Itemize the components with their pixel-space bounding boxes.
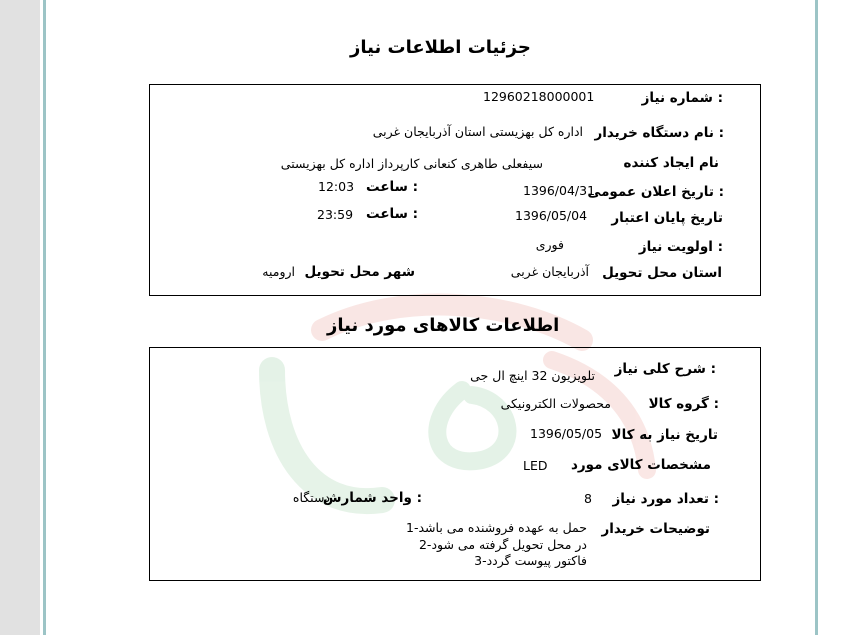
quantity-value: 8 <box>584 491 592 506</box>
priority-value: فوری <box>535 237 564 252</box>
priority-label: اولویت نیاز : <box>638 239 723 255</box>
announce-time-value: 12:03 <box>318 179 355 194</box>
need-date-value: 1396/05/05 <box>530 426 603 441</box>
page-edge-left <box>43 0 46 635</box>
spec-value: LED <box>523 458 548 473</box>
creator-label: نام ایجاد کننده <box>623 155 719 171</box>
city-value: ارومیه <box>262 264 295 279</box>
buyer-note-1: 1-حمل به عهده فروشنده می باشد <box>406 520 587 535</box>
end-date-value: 1396/05/04 <box>515 208 588 223</box>
buyer-notes-label: توضیحات خریدار <box>601 521 710 537</box>
announce-date-label: تاریخ اعلان عمومی : <box>587 184 724 200</box>
buyer-org-value: اداره کل بهزیستی استان آذربایجان غربی <box>372 124 583 139</box>
page-title: جزئیات اطلاعات نیاز <box>350 37 531 58</box>
announce-time-label: ساعت : <box>366 179 418 195</box>
buyer-org-label: نام دستگاه خریدار : <box>594 125 724 141</box>
end-time-label: ساعت : <box>366 206 418 222</box>
buyer-note-2: 2-در محل تحویل گرفته می شود <box>418 537 587 552</box>
province-label: استان محل تحویل <box>602 265 722 281</box>
goods-group-label: گروه کالا : <box>648 396 719 412</box>
creator-value: سیفعلی طاهری کنعانی کارپرداز اداره کل بهزیستی <box>280 156 543 171</box>
city-label: شهر محل تحویل <box>304 264 415 280</box>
end-date-label: تاریخ پایان اعتبار <box>611 210 723 226</box>
left-gutter <box>0 0 40 635</box>
announce-date-value: 1396/04/31 <box>523 183 596 198</box>
goods-section-title: اطلاعات کالاهای مورد نیاز <box>327 315 560 336</box>
goods-desc-label: شرح کلی نیاز : <box>614 361 716 377</box>
unit-value: دستگاه <box>292 490 330 505</box>
province-value: آذربایجان غربی <box>510 264 589 279</box>
goods-desc-value: تلویزیون 32 اینچ ال جی <box>470 368 595 383</box>
unit-label: واحد شمارش : <box>322 490 422 506</box>
buyer-note-3: 3-فاکتور پیوست گردد <box>474 553 587 568</box>
right-gutter <box>818 0 846 635</box>
goods-group-value: محصولات الکترونیکی <box>500 396 611 411</box>
end-time-value: 23:59 <box>317 207 354 222</box>
need-number-label: شماره نیاز : <box>641 90 723 106</box>
quantity-label: تعداد مورد نیاز : <box>612 491 719 507</box>
need-number-value: 12960218000001 <box>483 89 595 104</box>
spec-label: مشخصات کالای مورد <box>570 457 711 473</box>
need-date-label: تاریخ نیاز به کالا <box>611 427 718 443</box>
